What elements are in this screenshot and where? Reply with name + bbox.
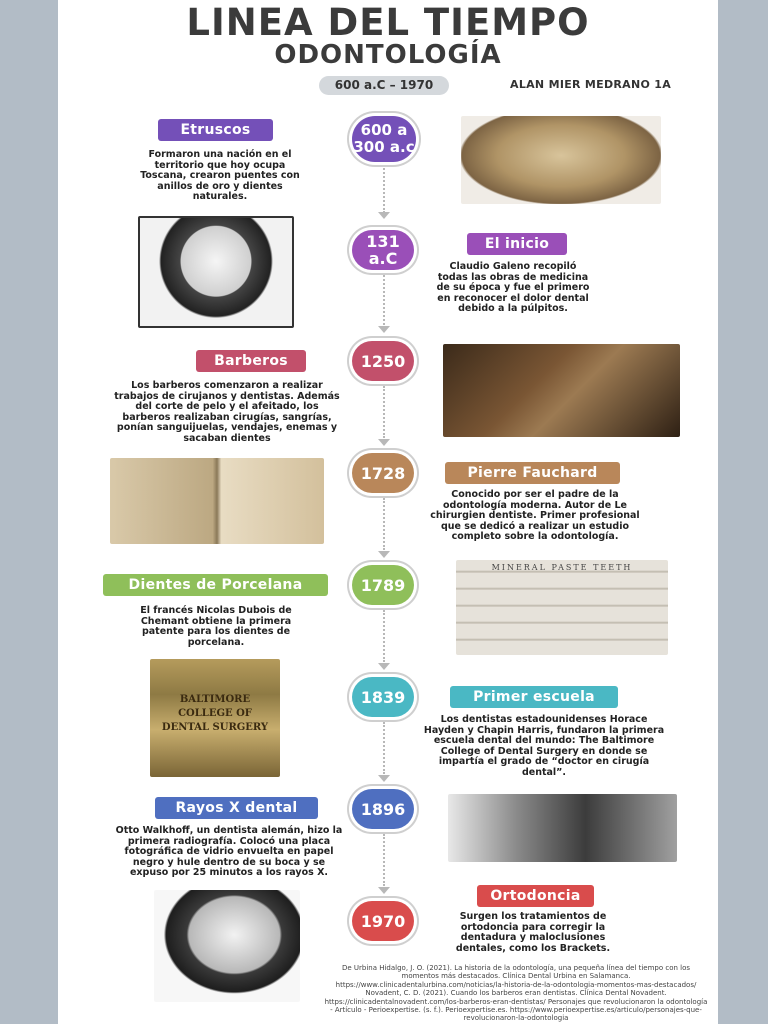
event-date-galeno: 131 a.C [352,230,414,270]
event-label-barberos: Barberos [196,350,306,372]
event-label-el-inicio: El inicio [467,233,567,255]
event-date-line: 300 a.c [353,138,415,156]
event-date-etruscos [352,116,416,162]
page-title: LINEA DEL TIEMPO [186,1,590,44]
timeline-arrow [378,551,390,558]
event-description-dientes-porcelana: El francés Nicolas Dubois de Chemant obtiene la primera patente para los dientes de porcelana. [140,605,292,648]
timeline-arrow [378,212,390,219]
timeline-arrow [378,887,390,894]
timeline-arrow [378,775,390,782]
event-date-barberos: 1250 [352,341,414,381]
xray-equipment-image [448,794,677,862]
infographic-sheet [58,0,718,1024]
event-label-ortodoncia: Ortodoncia [477,885,594,907]
timeline-connector [383,610,385,662]
event-label-primer-escuela: Primer escuela [450,686,618,708]
event-date-fauchard: 1728 [352,453,414,493]
timeline-connector [383,386,385,438]
timeline-connector [383,834,385,886]
timeline-connector [383,722,385,774]
event-description-pierre-fauchard: Conocido por ser el padre de la odontología moderna. Autor de Le chirurgien dentiste. Primer profesional que se dedicó a realizar un estudio completo sobre la odontología. [430,489,640,542]
timeline-arrow [378,439,390,446]
event-description-rayos-x: Otto Walkhoff, un dentista alemán, hizo la primera radiografía. Colocó una placa fotográfica de vidrio envuelta en papel negro y hule dentro de su boca y se expuso por 25 minutos a los rayos X. [115,825,343,878]
fauchard-book-image [110,458,324,544]
baltimore-cover-text: BALTIMORE COLLEGE OF DENTAL SURGERY [161,694,269,733]
event-date-ortodoncia: 1970 [352,901,414,941]
porcelain-teeth-caption: MINERAL PASTE TEETH [491,563,633,572]
galen-portrait-image [138,216,294,328]
page-subtitle: ODONTOLOGÍA [274,40,502,70]
timeline-connector [383,275,385,325]
event-description-el-inicio: Claudio Galeno recopiló todas las obras de medicina de su época y fue el primero en reconocer el dolor dental debido a la púlpitos. [436,261,590,314]
event-description-primer-escuela: Los dentistas estadounidenses Horace Hayden y Chapin Harris, fundaron la primera escuela dental del mundo: The Baltimore College of Dental Surgery en donde se impartía el grado de “doctor en cirugía dental”. [423,714,665,778]
event-label-pierre-fauchard: Pierre Fauchard [445,462,620,484]
event-date-line: 600 a [360,121,408,139]
orthodontic-headgear-image [154,890,300,1002]
event-label-etruscos: Etruscos [158,119,273,141]
timeline-connector [383,498,385,550]
timeline-arrow [378,663,390,670]
event-description-barberos: Los barberos comenzaron a realizar trabajos de cirujanos y dentistas. Además del corte de pelo y el afeitado, los barberos realizaban cirugías, sangrías, ponían sanguijuelas, vendajes, enemas y sacaban dientes [114,380,340,444]
ancient-jaw-bridge-image [461,116,661,204]
timeline-connector [383,165,385,213]
porcelain-teeth-image [456,560,668,655]
timeline-arrow [378,326,390,333]
author-name: ALAN MIER MEDRANO 1A [510,78,672,91]
period-badge: 600 a.C – 1970 [319,76,449,95]
event-label-rayos-x: Rayos X dental [155,797,318,819]
event-description-etruscos: Formaron una nación en el territorio que hoy ocupa Toscana, crearon puentes con anillos de oro y dientes naturales. [140,149,300,202]
event-date-porcelana: 1789 [352,565,414,605]
event-date-rayos-x: 1896 [352,789,414,829]
event-label-dientes-porcelana: Dientes de Porcelana [103,574,328,596]
baltimore-college-image [150,659,280,777]
barber-painting-image [443,344,680,437]
event-description-ortodoncia: Surgen los tratamientos de ortodoncia para corregir la dentadura y maloclusiones dentales, como los Brackets. [455,911,611,954]
references: De Urbina Hidalgo, J. O. (2021). La historia de la odontología, una pequeña línea del tiempo con los momentos más destacados. Clínica Dental Urbina en Salamanca. https://www.clinicadentalurbina.com/noticias/la-historia-de-la-odontologia-momentos-mas-destacados/ Novadent, C. D. (2021). Cuando los barberos eran dentistas. Clínica Dental Novadent. https://clinicadentalnovadent.com/los-barberos-eran-dentistas/ Personajes que revolucionaron la odontología - Artículo - Perioexpertise. (s. f.). Perioexpertise.es. https://www.perioexpertise.es/articulo/personajes-que-revolucionaron-la-odontologia [324,964,708,1023]
event-date-escuela: 1839 [352,677,414,717]
